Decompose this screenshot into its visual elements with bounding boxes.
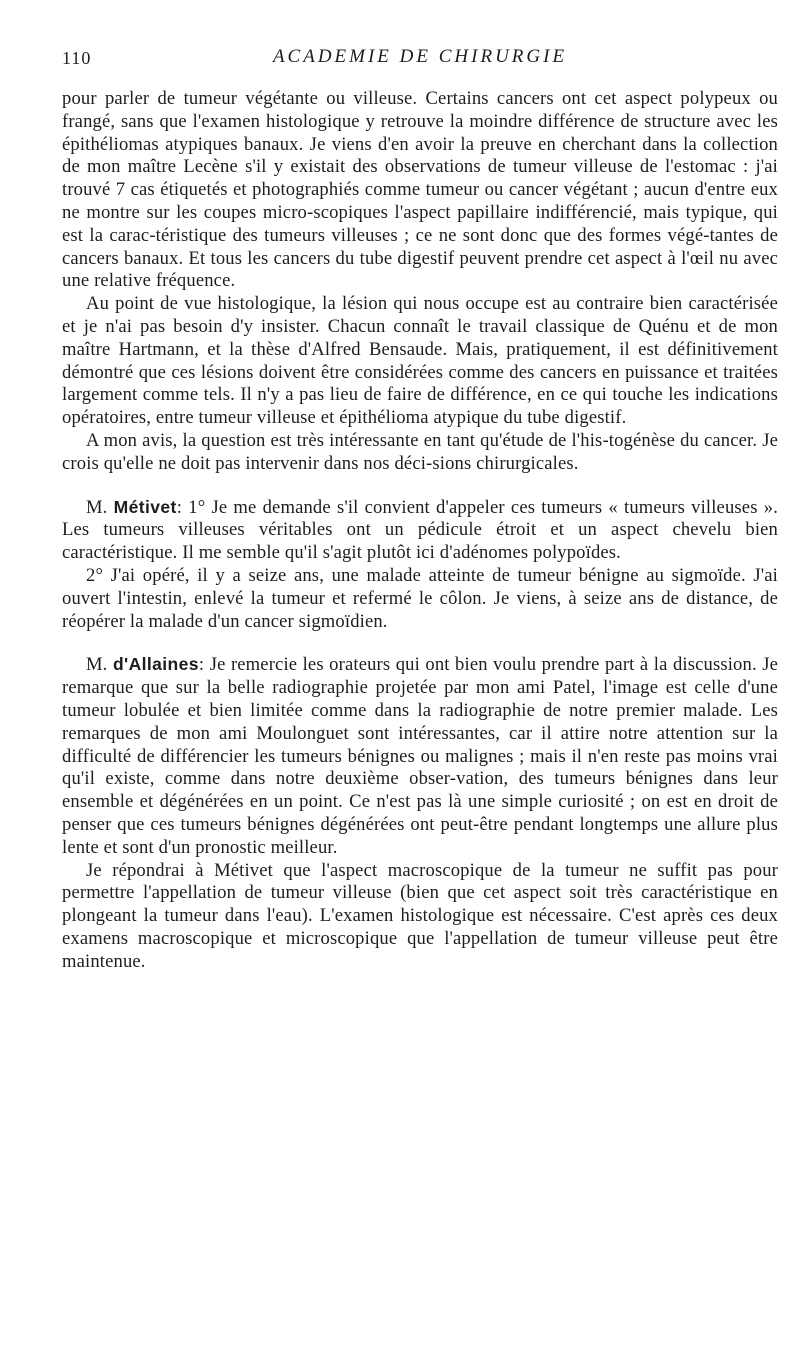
speaker-name-metivet: Métivet: [113, 496, 177, 517]
page-number: 110: [62, 48, 92, 68]
paragraph-reply: Je répondrai à Métivet que l'aspect macroscopique de la tumeur ne suffit pas pour permettre l'appellation de tumeur villeuse (bien que cet aspect soit très caractéristique en plongeant la tumeur dans l'eau). L'examen histologique est nécessaire. C'est après ces deux examens macroscopique et microscopique que l'appellation de tumeur villeuse peut être maintenue.: [62, 859, 778, 972]
speaker-name-dallaines: d'Allaines: [112, 654, 199, 675]
paragraph-metivet-text: : 1° Je me demande s'il convient d'appeler ces tumeurs « tumeurs villeuses ». Les tumeurs villeuses véritables ont un pédicule étroit et un aspect chevelu bien caractéristique. Il me semble qu'il s'agit plutôt ici d'adénomes polypoïdes.: [62, 496, 778, 564]
paragraph-continuation: pour parler de tumeur végétante ou villeuse. Certains cancers ont cet aspect polypeux ou frangé, sans que l'examen histologique y retrouve la moindre différence de structure avec les épithéliomas atypiques banaux. Je viens d'en avoir la preuve en cherchant dans la collection de mon maître Lecène s'il y existait des observations de tumeur villeuse de l'estomac : j'ai trouvé 7 cas étiquetés et photographiés comme tumeur ou cancer végétant ; aucun d'entre eux ne montre sur les coupes micro-scopiques l'aspect papillaire indifférencié, mais typique, qui est la carac-téristique des tumeurs villeuses ; ce ne sont donc que des formes végé-tantes de cancers banaux. Et tous les cancers du tube digestif peuvent prendre cet aspect à l'œil nu avec une relative fréquence.: [62, 88, 778, 292]
speaker-title: M.: [86, 496, 108, 518]
paragraph-metivet: [62, 496, 778, 565]
speaker-title: M.: [86, 654, 108, 676]
document-page: [62, 40, 778, 973]
paragraph-dallaines-text: : Je remercie les orateurs qui ont bien voulu prendre part à la discussion. Je remarque que sur la belle radiographie projetée par mon ami Patel, l'image est celle d'une tumeur lobulée et bien limitée comme dans la radiographie de notre premier malade. Les remarques de mon ami Moulonguet sont intéressantes, car il attire notre attention sur la difficulté de différencier les tumeurs bénignes ou malignes ; mais il n'en reste pas moins vrai qu'il existe, comme dans notre deuxième obser-vation, des tumeurs bénignes dans leur ensemble et dégénérées en un point. Ce n'est pas là une simple curiosité ; on est en droit de penser que ces tumeurs bénignes dégénérées ont peut-être pendant longtemps une allure plus lente et sont d'un pronostic meilleur.: [62, 654, 778, 858]
paragraph-metivet-second: 2° J'ai opéré, il y a seize ans, une malade atteinte de tumeur bénigne au sigmoïde. J'ai ouvert l'intestin, enlevé la tumeur et refermé le côlon. Je viens, à seize ans de distance, de réopérer la malade d'un cancer sigmoïdien.: [62, 564, 778, 632]
paragraph-dallaines: [62, 653, 778, 859]
paragraph-histology: Au point de vue histologique, la lésion qui nous occupe est au contraire bien caractérisée et je n'ai pas besoin d'y insister. Chacun connaît le travail classique de Quénu et de mon maître Hartmann, et la thèse d'Alfred Bensaude. Mais, pratiquement, il est définitivement démontré que ces lésions doivent être considérées comme des cancers en puissance et traitées largement comme tels. Il n'y a pas lieu de faire de différence, en ce qui touche les indications opératoires, entre tumeur villeuse et épithélioma atypique du tube digestif.: [62, 293, 778, 429]
body-text: [62, 88, 778, 973]
running-title: ACADEMIE DE CHIRURGIE: [272, 46, 568, 67]
page-header: [62, 40, 778, 74]
paragraph-opinion: A mon avis, la question est très intéressante en tant qu'étude de l'his-togénèse du cancer. Je crois qu'elle ne doit pas intervenir dans nos déci-sions chirurgicales.: [62, 429, 778, 474]
